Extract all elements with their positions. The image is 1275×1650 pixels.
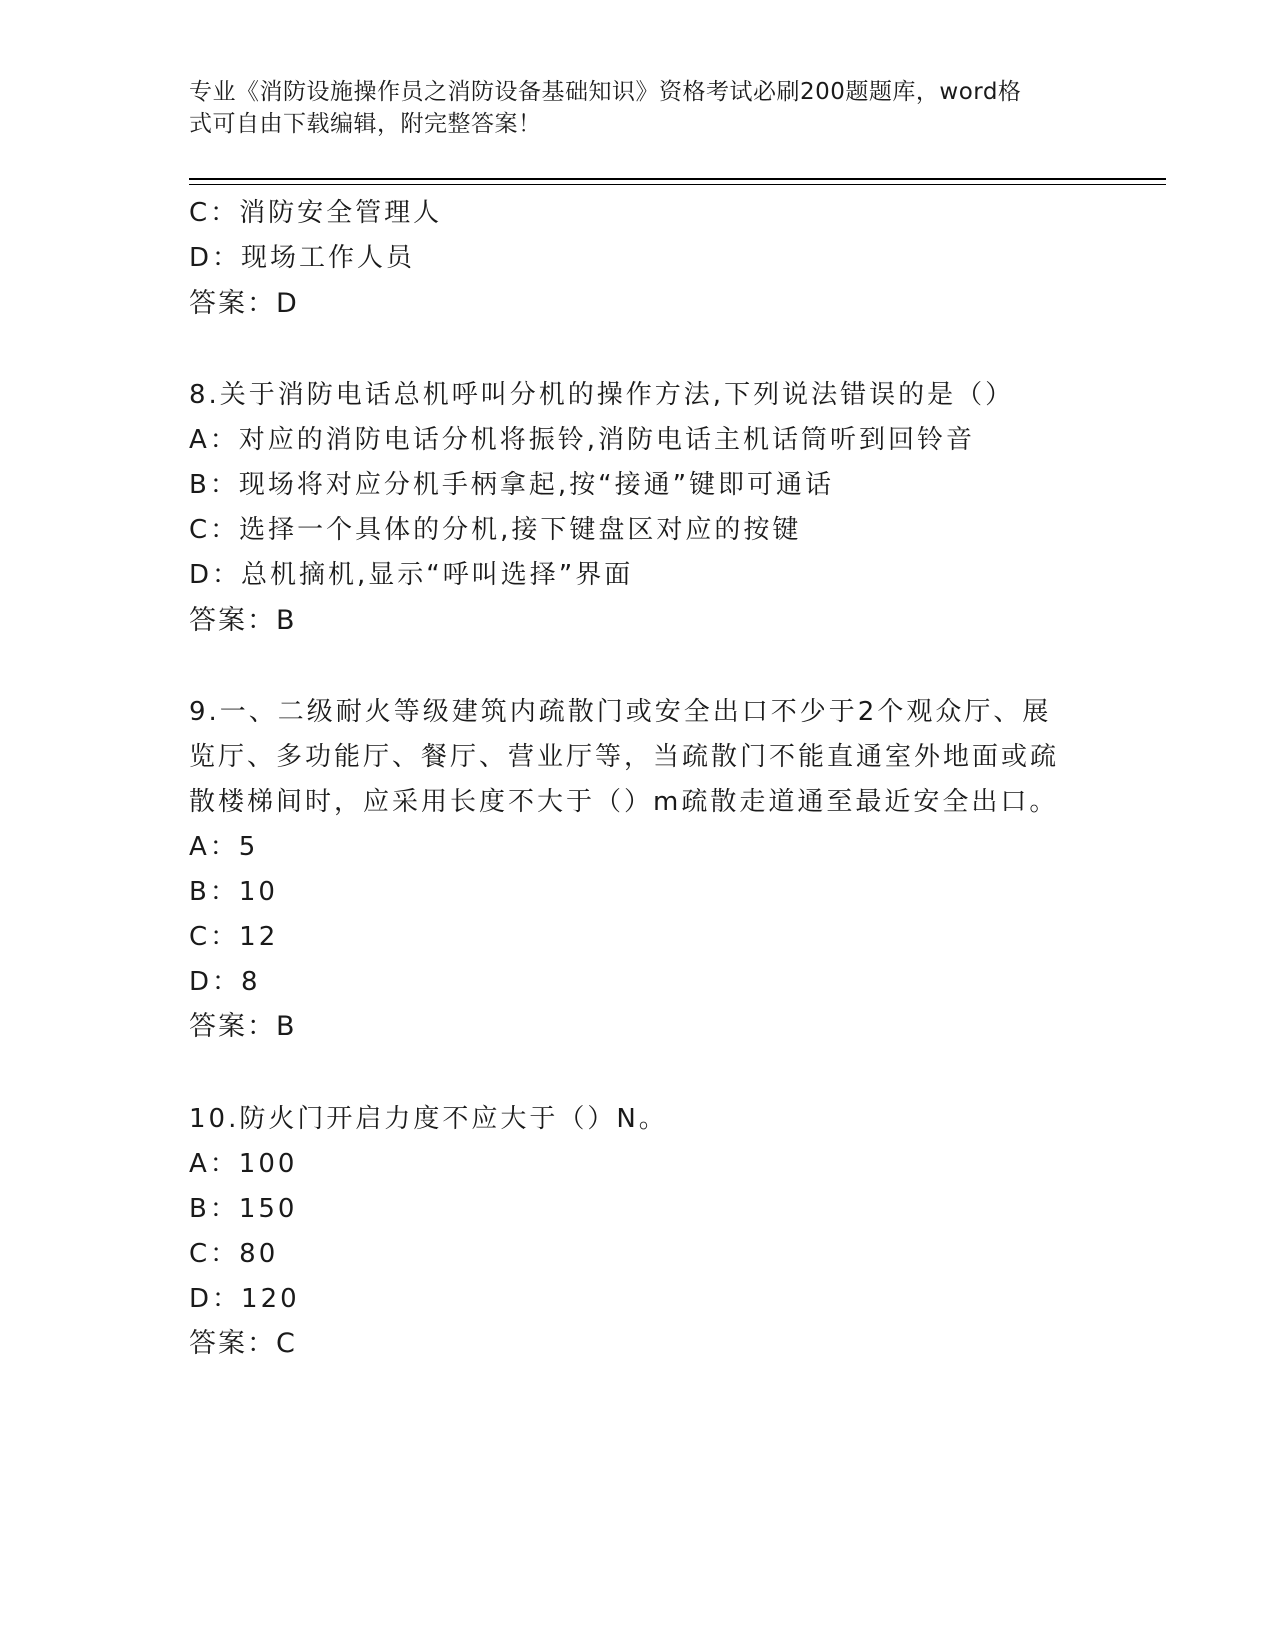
q8-answer-value: B <box>276 605 296 636</box>
q8-option-b: B：现场将对应分机手柄拿起,按“接通”键即可通话 <box>189 470 835 500</box>
q7-answer-label: 答案： <box>189 288 276 319</box>
q10-option-c: C：80 <box>189 1239 279 1269</box>
q10-answer-label: 答案： <box>189 1328 276 1359</box>
q8-answer <box>189 604 296 638</box>
q10-option-d: D：120 <box>189 1284 300 1314</box>
document-header <box>189 76 1079 140</box>
header-divider-top <box>189 178 1166 180</box>
q9-stem-line-2: 览厅、多功能厅、餐厅、营业厅等，当疏散门不能直通室外地面或疏 <box>189 742 1060 772</box>
header-line-2: 式可自由下载编辑，附完整答案！ <box>189 111 542 137</box>
header-line-1: 专业《消防设施操作员之消防设备基础知识》资格考试必刷200题题库，word格 <box>189 79 1022 105</box>
q7-option-d: D：现场工作人员 <box>189 243 416 273</box>
q9-option-a: A：5 <box>189 832 259 862</box>
q10-option-b: B：150 <box>189 1194 298 1224</box>
q8-option-c: C：选择一个具体的分机,接下键盘区对应的按键 <box>189 515 802 545</box>
header-divider-bottom <box>189 184 1166 185</box>
q7-answer <box>189 287 298 321</box>
q9-option-d: D：8 <box>189 967 261 997</box>
q8-stem: 8.关于消防电话总机呼叫分机的操作方法,下列说法错误的是（） <box>189 380 1015 410</box>
q9-stem-line-3: 散楼梯间时，应采用长度不大于（）m疏散走道通至最近安全出口。 <box>189 787 1059 817</box>
q8-option-d: D：总机摘机,显示“呼叫选择”界面 <box>189 560 634 590</box>
q9-answer <box>189 1010 296 1044</box>
q8-option-a: A：对应的消防电话分机将振铃,消防电话主机话筒听到回铃音 <box>189 425 976 455</box>
q9-answer-value: B <box>276 1011 296 1042</box>
q9-stem-line-1: 9.一、二级耐火等级建筑内疏散门或安全出口不少于2个观众厅、展 <box>189 697 1052 727</box>
q8-answer-label: 答案： <box>189 605 276 636</box>
q10-answer-value: C <box>276 1328 296 1359</box>
q9-option-c: C：12 <box>189 922 279 952</box>
q10-answer <box>189 1327 296 1361</box>
q9-answer-label: 答案： <box>189 1011 276 1042</box>
q9-option-b: B：10 <box>189 877 278 907</box>
q10-stem: 10.防火门开启力度不应大于（）N。 <box>189 1104 668 1134</box>
q7-answer-value: D <box>276 288 298 319</box>
q7-option-c: C：消防安全管理人 <box>189 198 443 228</box>
q10-option-a: A：100 <box>189 1149 298 1179</box>
